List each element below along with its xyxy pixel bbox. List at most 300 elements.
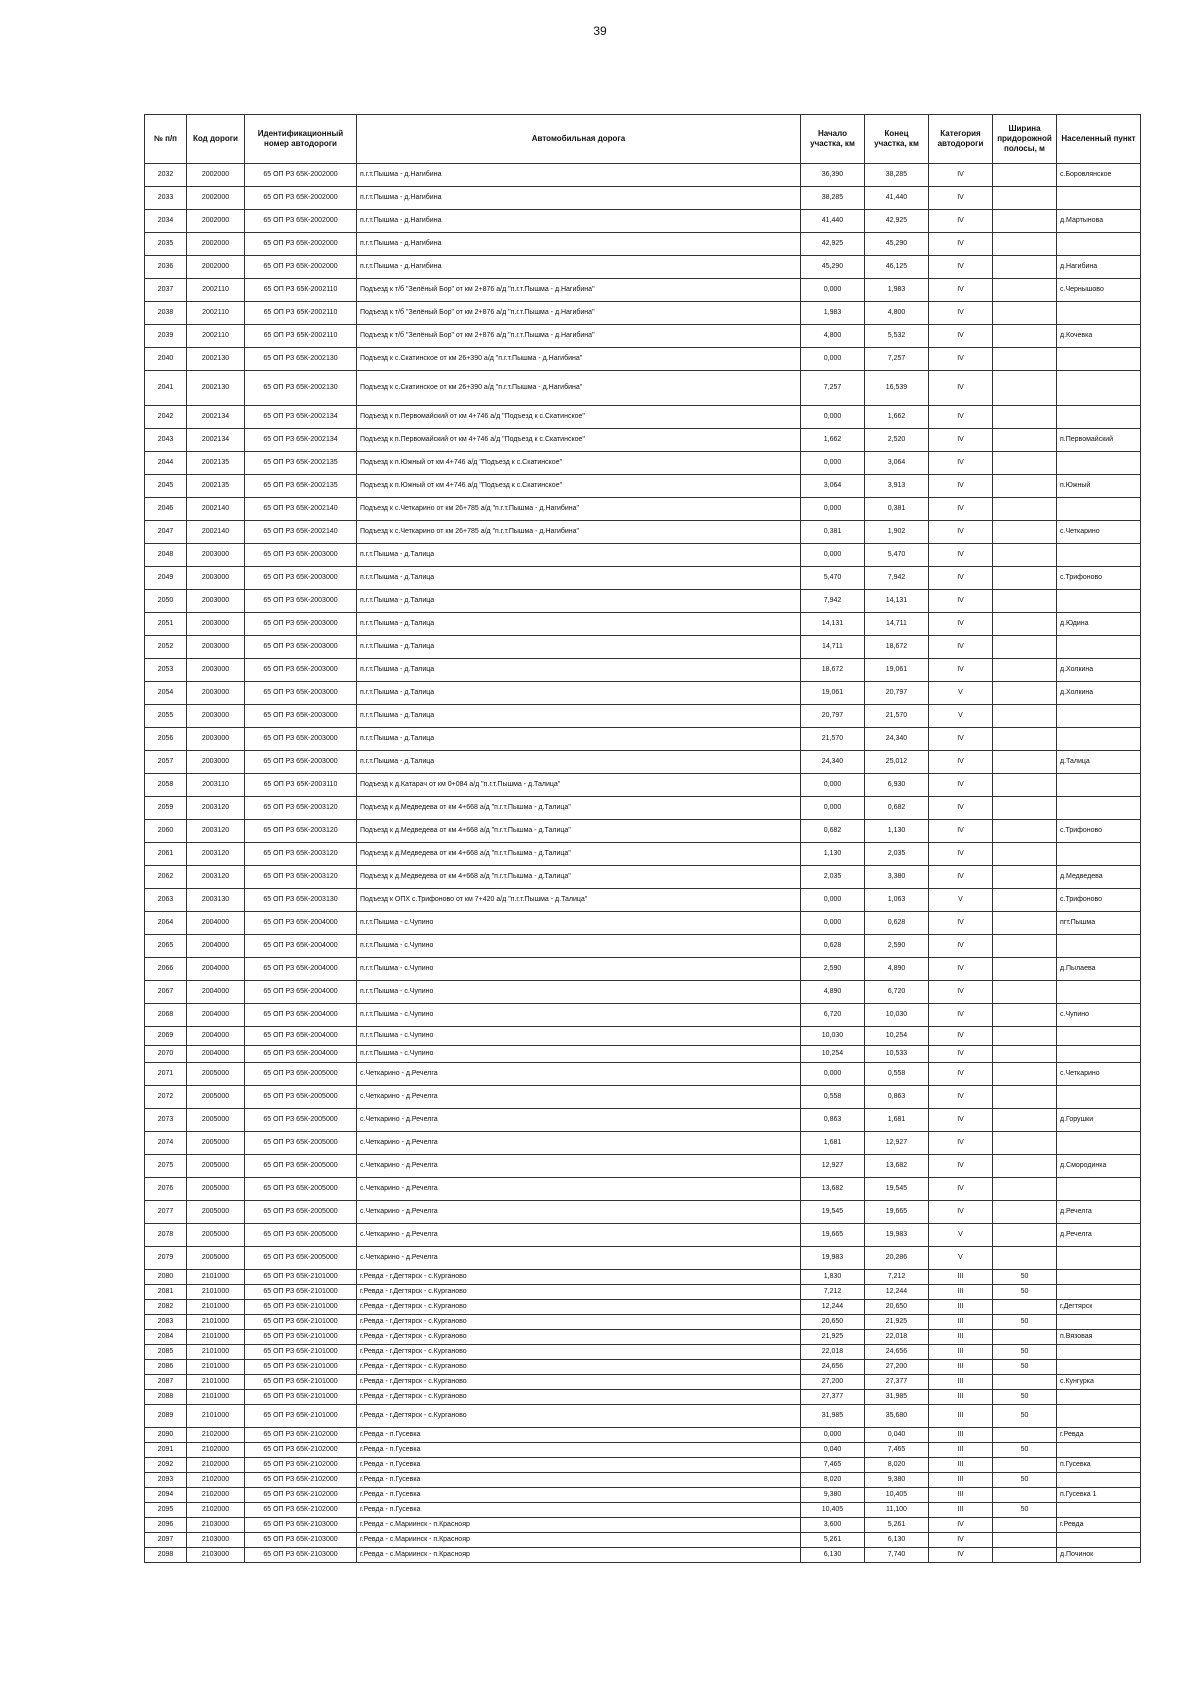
table-header-row: [145, 115, 1141, 164]
table-row: [145, 521, 1141, 544]
cell-width: [993, 406, 1057, 429]
cell-ident: 65 ОП РЗ 65К-2101000: [245, 1390, 357, 1405]
cell-start: 0,000: [801, 452, 865, 475]
cell-locality: д.Юдина: [1057, 613, 1141, 636]
table-row: [145, 774, 1141, 797]
cell-width: [993, 889, 1057, 912]
cell-locality: с.Чернышово: [1057, 279, 1141, 302]
cell-category: IV: [929, 164, 993, 187]
cell-ident: 65 ОП РЗ 65К-2101000: [245, 1300, 357, 1315]
cell-category: IV: [929, 475, 993, 498]
cell-road: Подъезд к д.Медведева от км 4+668 а/д "п.г.т.Пышма - д.Талица": [357, 866, 801, 889]
cell-ident: 65 ОП РЗ 65К-2002000: [245, 233, 357, 256]
cell-start: 7,212: [801, 1285, 865, 1300]
cell-start: 5,470: [801, 567, 865, 590]
cell-end: 18,672: [865, 636, 929, 659]
cell-locality: [1057, 843, 1141, 866]
table-row: [145, 498, 1141, 521]
cell-ident: 65 ОП РЗ 65К-2005000: [245, 1063, 357, 1086]
cell-width: [993, 498, 1057, 521]
table-row: [145, 210, 1141, 233]
cell-num: 2072: [145, 1086, 187, 1109]
cell-locality: г.Дегтярск: [1057, 1300, 1141, 1315]
cell-code: 2004000: [187, 1027, 245, 1046]
cell-start: 19,545: [801, 1201, 865, 1224]
table-row: [145, 256, 1141, 279]
cell-width: [993, 958, 1057, 981]
cell-num: 2043: [145, 429, 187, 452]
cell-ident: 65 ОП РЗ 65К-2002110: [245, 279, 357, 302]
table-row: [145, 912, 1141, 935]
cell-code: 2003000: [187, 659, 245, 682]
cell-road: г.Ревда - п.Гусевка: [357, 1488, 801, 1503]
table-row: [145, 1063, 1141, 1086]
cell-locality: [1057, 544, 1141, 567]
cell-category: IV: [929, 1027, 993, 1046]
cell-locality: д.Пылаева: [1057, 958, 1141, 981]
cell-num: 2086: [145, 1360, 187, 1375]
cell-end: 27,377: [865, 1375, 929, 1390]
cell-width: 50: [993, 1285, 1057, 1300]
header-num: № п/п: [145, 115, 187, 164]
cell-code: 2003000: [187, 751, 245, 774]
cell-road: Подъезд к т/б "Зелёный Бор" от км 2+876 а/д "п.г.т.Пышма - д.Нагибина": [357, 279, 801, 302]
cell-num: 2081: [145, 1285, 187, 1300]
cell-ident: 65 ОП РЗ 65К-2002000: [245, 210, 357, 233]
cell-width: 50: [993, 1473, 1057, 1488]
cell-category: IV: [929, 498, 993, 521]
cell-start: 31,985: [801, 1405, 865, 1428]
cell-width: [993, 774, 1057, 797]
cell-ident: 65 ОП РЗ 65К-2005000: [245, 1155, 357, 1178]
cell-code: 2102000: [187, 1488, 245, 1503]
table-row: [145, 981, 1141, 1004]
cell-ident: 65 ОП РЗ 65К-2003120: [245, 820, 357, 843]
cell-road: п.г.т.Пышма - д.Талица: [357, 544, 801, 567]
cell-width: [993, 279, 1057, 302]
cell-width: [993, 1247, 1057, 1270]
cell-code: 2004000: [187, 935, 245, 958]
cell-num: 2064: [145, 912, 187, 935]
cell-code: 2101000: [187, 1315, 245, 1330]
cell-num: 2038: [145, 302, 187, 325]
cell-category: IV: [929, 1046, 993, 1063]
cell-road: г.Ревда - с.Мариинск - п.Краснояр: [357, 1548, 801, 1563]
cell-category: III: [929, 1488, 993, 1503]
cell-num: 2071: [145, 1063, 187, 1086]
cell-end: 7,942: [865, 567, 929, 590]
cell-locality: д.Холкина: [1057, 682, 1141, 705]
cell-start: 8,020: [801, 1473, 865, 1488]
cell-category: IV: [929, 912, 993, 935]
cell-category: IV: [929, 590, 993, 613]
cell-category: IV: [929, 1178, 993, 1201]
cell-width: [993, 1155, 1057, 1178]
cell-width: [993, 371, 1057, 406]
cell-width: [993, 1488, 1057, 1503]
cell-road: п.г.т.Пышма - д.Нагибина: [357, 256, 801, 279]
cell-code: 2005000: [187, 1155, 245, 1178]
cell-category: III: [929, 1458, 993, 1473]
cell-width: [993, 613, 1057, 636]
cell-ident: 65 ОП РЗ 65К-2005000: [245, 1132, 357, 1155]
cell-ident: 65 ОП РЗ 65К-2002130: [245, 371, 357, 406]
cell-road: с.Четкарино - д.Речелга: [357, 1201, 801, 1224]
cell-road: Подъезд к п.Южный от км 4+746 а/д "Подъезд к с.Скатинское": [357, 452, 801, 475]
cell-locality: пгт.Пышма: [1057, 912, 1141, 935]
cell-end: 10,030: [865, 1004, 929, 1027]
header-ident: Идентификационный номер автодороги: [245, 115, 357, 164]
table-row: [145, 659, 1141, 682]
cell-road: п.г.т.Пышма - д.Талица: [357, 751, 801, 774]
cell-start: 0,000: [801, 348, 865, 371]
cell-num: 2088: [145, 1390, 187, 1405]
table-row: [145, 1132, 1141, 1155]
cell-width: [993, 1518, 1057, 1533]
cell-start: 0,000: [801, 889, 865, 912]
cell-start: 22,018: [801, 1345, 865, 1360]
cell-category: IV: [929, 1063, 993, 1086]
table-row: [145, 866, 1141, 889]
cell-start: 13,682: [801, 1178, 865, 1201]
cell-start: 19,983: [801, 1247, 865, 1270]
cell-ident: 65 ОП РЗ 65К-2004000: [245, 912, 357, 935]
table-row: [145, 164, 1141, 187]
cell-end: 41,440: [865, 187, 929, 210]
cell-end: 19,061: [865, 659, 929, 682]
cell-locality: [1057, 728, 1141, 751]
cell-width: [993, 1004, 1057, 1027]
cell-category: III: [929, 1375, 993, 1390]
cell-start: 0,000: [801, 797, 865, 820]
cell-locality: с.Трифоново: [1057, 567, 1141, 590]
cell-width: [993, 981, 1057, 1004]
cell-code: 2003000: [187, 567, 245, 590]
cell-num: 2046: [145, 498, 187, 521]
cell-ident: 65 ОП РЗ 65К-2004000: [245, 958, 357, 981]
cell-ident: 65 ОП РЗ 65К-2002110: [245, 325, 357, 348]
cell-start: 0,000: [801, 279, 865, 302]
cell-start: 20,797: [801, 705, 865, 728]
cell-width: [993, 348, 1057, 371]
cell-width: [993, 1109, 1057, 1132]
cell-num: 2065: [145, 935, 187, 958]
cell-width: [993, 1375, 1057, 1390]
cell-num: 2075: [145, 1155, 187, 1178]
cell-locality: [1057, 1086, 1141, 1109]
cell-road: Подъезд к п.Первомайский от км 4+746 а/д "Подъезд к с.Скатинское": [357, 406, 801, 429]
cell-width: [993, 820, 1057, 843]
cell-width: [993, 164, 1057, 187]
cell-width: 50: [993, 1345, 1057, 1360]
cell-road: Подъезд к д.Медведева от км 4+668 а/д "п.г.т.Пышма - д.Талица": [357, 797, 801, 820]
cell-category: III: [929, 1390, 993, 1405]
cell-ident: 65 ОП РЗ 65К-2101000: [245, 1405, 357, 1428]
cell-start: 1,830: [801, 1270, 865, 1285]
cell-width: [993, 452, 1057, 475]
cell-code: 2004000: [187, 1004, 245, 1027]
cell-num: 2054: [145, 682, 187, 705]
cell-end: 4,800: [865, 302, 929, 325]
cell-width: [993, 1548, 1057, 1563]
cell-ident: 65 ОП РЗ 65К-2004000: [245, 1004, 357, 1027]
table-row: [145, 1046, 1141, 1063]
cell-num: 2053: [145, 659, 187, 682]
cell-width: [993, 567, 1057, 590]
cell-width: [993, 302, 1057, 325]
cell-category: IV: [929, 348, 993, 371]
cell-locality: д.Речелга: [1057, 1201, 1141, 1224]
cell-locality: п.Гусевка 1: [1057, 1488, 1141, 1503]
cell-end: 27,200: [865, 1360, 929, 1375]
cell-start: 1,983: [801, 302, 865, 325]
cell-width: [993, 210, 1057, 233]
cell-width: [993, 912, 1057, 935]
table-row: [145, 751, 1141, 774]
table-row: [145, 279, 1141, 302]
cell-road: г.Ревда - п.Гусевка: [357, 1443, 801, 1458]
cell-ident: 65 ОП РЗ 65К-2102000: [245, 1428, 357, 1443]
cell-category: IV: [929, 302, 993, 325]
cell-code: 2102000: [187, 1503, 245, 1518]
cell-num: 2087: [145, 1375, 187, 1390]
cell-ident: 65 ОП РЗ 65К-2101000: [245, 1330, 357, 1345]
table-row: [145, 1270, 1141, 1285]
cell-road: п.г.т.Пышма - с.Чупино: [357, 1027, 801, 1046]
cell-end: 24,340: [865, 728, 929, 751]
cell-num: 2048: [145, 544, 187, 567]
cell-road: с.Четкарино - д.Речелга: [357, 1247, 801, 1270]
cell-width: [993, 1458, 1057, 1473]
cell-end: 12,927: [865, 1132, 929, 1155]
cell-locality: [1057, 406, 1141, 429]
cell-code: 2101000: [187, 1345, 245, 1360]
cell-category: IV: [929, 406, 993, 429]
cell-width: [993, 1046, 1057, 1063]
cell-start: 14,131: [801, 613, 865, 636]
table-row: [145, 1473, 1141, 1488]
cell-road: п.г.т.Пышма - д.Нагибина: [357, 164, 801, 187]
cell-locality: [1057, 1027, 1141, 1046]
cell-start: 9,380: [801, 1488, 865, 1503]
table-row: [145, 1201, 1141, 1224]
table-body: [145, 164, 1141, 1563]
table-row: [145, 406, 1141, 429]
cell-locality: [1057, 1503, 1141, 1518]
cell-ident: 65 ОП РЗ 65К-2002140: [245, 521, 357, 544]
cell-width: [993, 544, 1057, 567]
cell-category: IV: [929, 728, 993, 751]
cell-start: 24,340: [801, 751, 865, 774]
cell-num: 2051: [145, 613, 187, 636]
cell-start: 20,650: [801, 1315, 865, 1330]
cell-end: 2,590: [865, 935, 929, 958]
cell-road: Подъезд к с.Скатинское от км 26+390 а/д "п.г.т.Пышма - д.Нагибина": [357, 371, 801, 406]
cell-end: 16,539: [865, 371, 929, 406]
cell-code: 2003000: [187, 728, 245, 751]
cell-ident: 65 ОП РЗ 65К-2005000: [245, 1201, 357, 1224]
cell-start: 1,130: [801, 843, 865, 866]
cell-start: 7,465: [801, 1458, 865, 1473]
cell-start: 42,925: [801, 233, 865, 256]
cell-road: п.г.т.Пышма - д.Талица: [357, 590, 801, 613]
cell-start: 2,590: [801, 958, 865, 981]
cell-locality: с.Боровлянское: [1057, 164, 1141, 187]
cell-start: 0,000: [801, 1428, 865, 1443]
cell-ident: 65 ОП РЗ 65К-2004000: [245, 981, 357, 1004]
cell-ident: 65 ОП РЗ 65К-2102000: [245, 1443, 357, 1458]
cell-end: 24,656: [865, 1345, 929, 1360]
header-width: Ширина придорожной полосы, м: [993, 115, 1057, 164]
table-row: [145, 1224, 1141, 1247]
cell-ident: 65 ОП РЗ 65К-2002130: [245, 348, 357, 371]
cell-num: 2090: [145, 1428, 187, 1443]
cell-category: IV: [929, 371, 993, 406]
cell-num: 2060: [145, 820, 187, 843]
cell-num: 2089: [145, 1405, 187, 1428]
cell-end: 8,020: [865, 1458, 929, 1473]
cell-category: IV: [929, 1086, 993, 1109]
cell-width: [993, 1063, 1057, 1086]
cell-category: IV: [929, 429, 993, 452]
cell-ident: 65 ОП РЗ 65К-2003120: [245, 797, 357, 820]
cell-category: IV: [929, 636, 993, 659]
cell-start: 10,254: [801, 1046, 865, 1063]
cell-ident: 65 ОП РЗ 65К-2004000: [245, 1027, 357, 1046]
cell-code: 2002135: [187, 452, 245, 475]
cell-code: 2002134: [187, 406, 245, 429]
cell-road: г.Ревда - п.Гусевка: [357, 1458, 801, 1473]
cell-start: 5,261: [801, 1533, 865, 1548]
cell-ident: 65 ОП РЗ 65К-2003000: [245, 590, 357, 613]
table-row: [145, 590, 1141, 613]
cell-num: 2093: [145, 1473, 187, 1488]
cell-end: 22,018: [865, 1330, 929, 1345]
cell-code: 2005000: [187, 1109, 245, 1132]
header-category: Категория автодороги: [929, 115, 993, 164]
table-row: [145, 1027, 1141, 1046]
cell-ident: 65 ОП РЗ 65К-2102000: [245, 1503, 357, 1518]
cell-code: 2002110: [187, 302, 245, 325]
cell-end: 12,244: [865, 1285, 929, 1300]
cell-num: 2066: [145, 958, 187, 981]
cell-width: [993, 521, 1057, 544]
cell-category: IV: [929, 256, 993, 279]
cell-width: [993, 1300, 1057, 1315]
cell-locality: [1057, 590, 1141, 613]
cell-ident: 65 ОП РЗ 65К-2103000: [245, 1533, 357, 1548]
cell-locality: [1057, 1390, 1141, 1405]
table-row: [145, 1518, 1141, 1533]
cell-code: 2003000: [187, 682, 245, 705]
cell-code: 2003120: [187, 843, 245, 866]
cell-width: [993, 256, 1057, 279]
cell-width: [993, 866, 1057, 889]
cell-code: 2103000: [187, 1518, 245, 1533]
cell-start: 19,665: [801, 1224, 865, 1247]
cell-start: 41,440: [801, 210, 865, 233]
cell-width: [993, 1086, 1057, 1109]
cell-num: 2082: [145, 1300, 187, 1315]
cell-ident: 65 ОП РЗ 65К-2101000: [245, 1345, 357, 1360]
cell-start: 12,927: [801, 1155, 865, 1178]
table-row: [145, 233, 1141, 256]
cell-end: 7,212: [865, 1270, 929, 1285]
cell-category: IV: [929, 1533, 993, 1548]
cell-road: п.г.т.Пышма - с.Чупино: [357, 935, 801, 958]
cell-end: 7,465: [865, 1443, 929, 1458]
cell-code: 2005000: [187, 1224, 245, 1247]
table-row: [145, 1155, 1141, 1178]
cell-code: 2003120: [187, 820, 245, 843]
cell-end: 20,286: [865, 1247, 929, 1270]
cell-road: п.г.т.Пышма - д.Талица: [357, 659, 801, 682]
cell-start: 45,290: [801, 256, 865, 279]
cell-category: V: [929, 1247, 993, 1270]
cell-category: III: [929, 1428, 993, 1443]
cell-start: 10,030: [801, 1027, 865, 1046]
cell-road: г.Ревда - г.Дегтярск - с.Курганово: [357, 1330, 801, 1345]
table-row: [145, 1330, 1141, 1345]
header-road: Автомобильная дорога: [357, 115, 801, 164]
cell-locality: с.Трифоново: [1057, 889, 1141, 912]
cell-start: 10,405: [801, 1503, 865, 1518]
cell-width: [993, 659, 1057, 682]
table-row: [145, 475, 1141, 498]
cell-end: 3,913: [865, 475, 929, 498]
cell-category: III: [929, 1270, 993, 1285]
cell-ident: 65 ОП РЗ 65К-2003000: [245, 636, 357, 659]
cell-start: 4,800: [801, 325, 865, 348]
cell-category: IV: [929, 1201, 993, 1224]
cell-locality: п.Гусевка: [1057, 1458, 1141, 1473]
cell-category: IV: [929, 1548, 993, 1563]
cell-category: III: [929, 1443, 993, 1458]
table-row: [145, 1548, 1141, 1563]
cell-start: 0,381: [801, 521, 865, 544]
cell-code: 2003000: [187, 636, 245, 659]
table-row: [145, 1428, 1141, 1443]
cell-end: 0,628: [865, 912, 929, 935]
cell-start: 24,656: [801, 1360, 865, 1375]
cell-end: 46,125: [865, 256, 929, 279]
cell-end: 6,930: [865, 774, 929, 797]
cell-end: 5,532: [865, 325, 929, 348]
cell-road: г.Ревда - г.Дегтярск - с.Курганово: [357, 1390, 801, 1405]
cell-locality: [1057, 1046, 1141, 1063]
cell-start: 0,000: [801, 1063, 865, 1086]
cell-ident: 65 ОП РЗ 65К-2003000: [245, 659, 357, 682]
cell-num: 2044: [145, 452, 187, 475]
cell-code: 2101000: [187, 1390, 245, 1405]
table-row: [145, 958, 1141, 981]
cell-category: IV: [929, 1109, 993, 1132]
cell-road: Подъезд к с.Четкарино от км 26+785 а/д "п.г.т.Пышма - д.Нагибина": [357, 498, 801, 521]
cell-end: 45,290: [865, 233, 929, 256]
cell-locality: [1057, 1443, 1141, 1458]
cell-ident: 65 ОП РЗ 65К-2003110: [245, 774, 357, 797]
cell-code: 2102000: [187, 1458, 245, 1473]
cell-num: 2058: [145, 774, 187, 797]
cell-road: с.Четкарино - д.Речелга: [357, 1063, 801, 1086]
cell-end: 9,380: [865, 1473, 929, 1488]
cell-locality: [1057, 452, 1141, 475]
cell-width: [993, 705, 1057, 728]
cell-ident: 65 ОП РЗ 65К-2003000: [245, 682, 357, 705]
cell-width: 50: [993, 1360, 1057, 1375]
cell-end: 3,064: [865, 452, 929, 475]
cell-code: 2004000: [187, 958, 245, 981]
